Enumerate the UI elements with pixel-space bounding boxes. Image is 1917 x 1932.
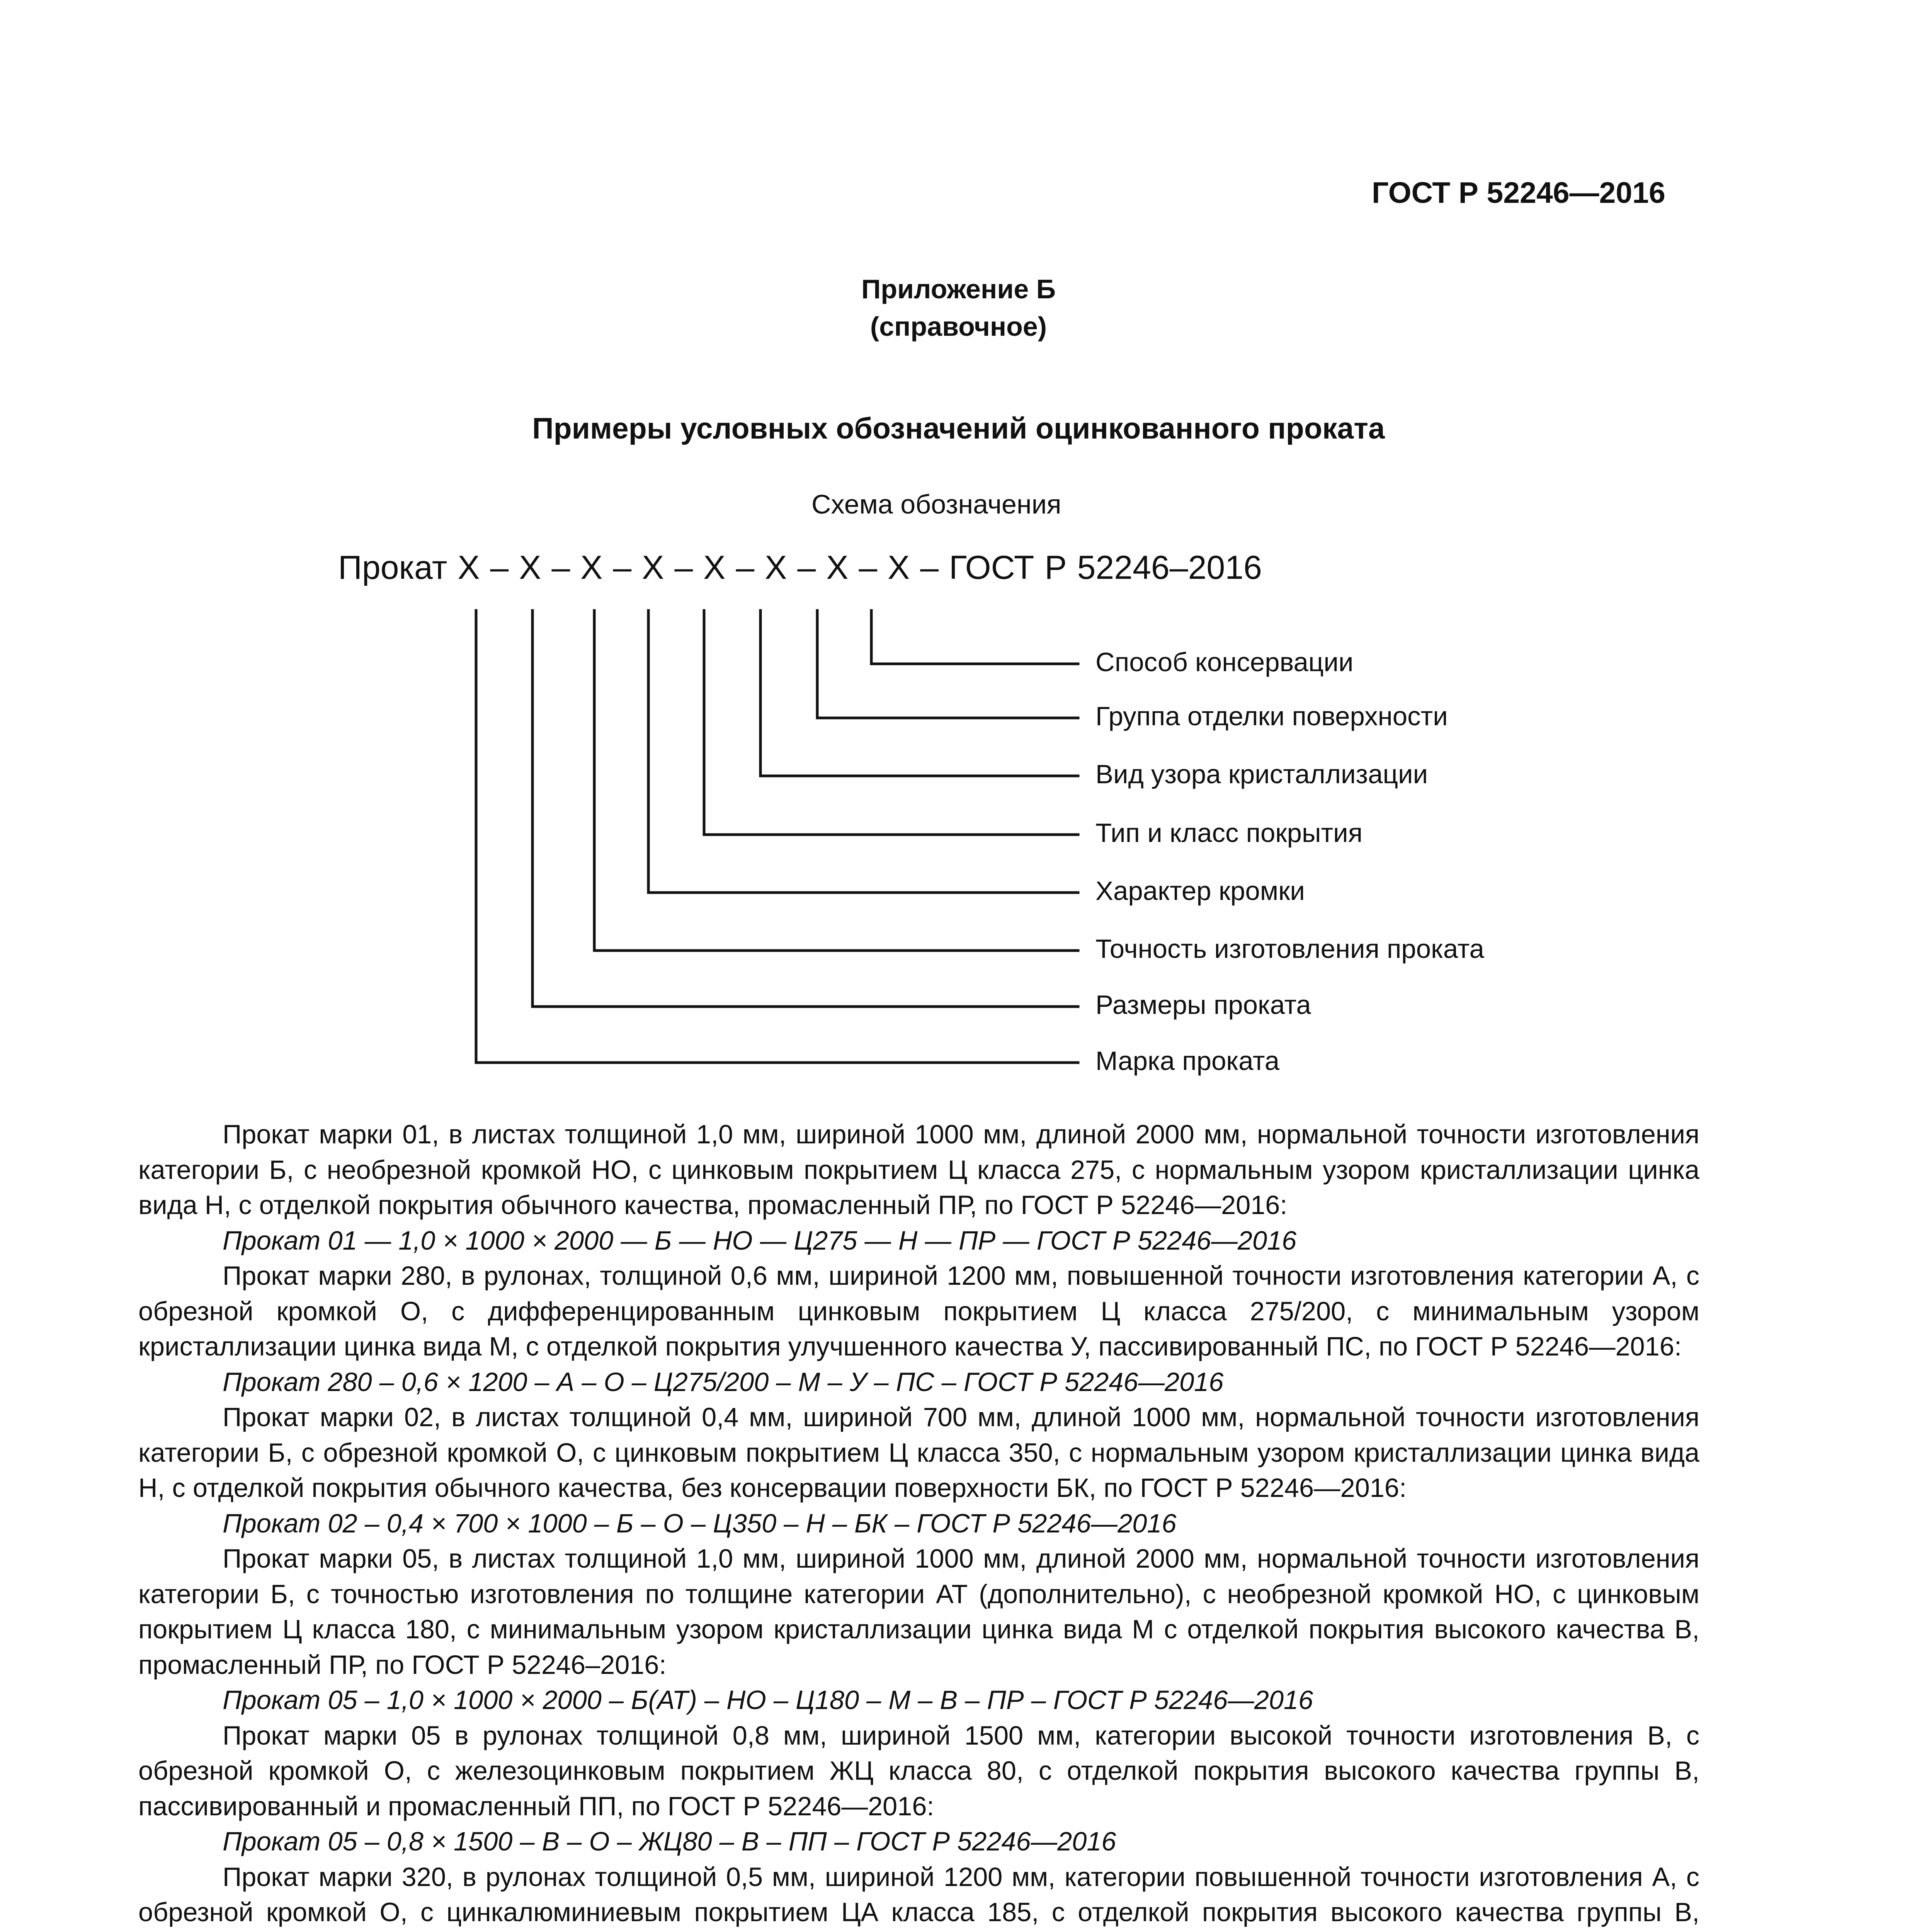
- example-text: Прокат марки 02, в листах толщиной 0,4 мм, шириной 700 мм, длиной 1000 мм, нормальной точности изготовления категории Б, с обрезной кромкой О, с цинковым покрытием Ц класса 350, с нормальным узором кристаллизации цинка вида Н, с отделкой покрытия обычного качества, без консервации поверхности БК, по ГОСТ Р 52246—2016:: [138, 1402, 1699, 1503]
- scheme-label-grade: Марка проката: [1095, 1046, 1280, 1076]
- example-text: Прокат марки 05 в рулонах толщиной 0,8 мм, шириной 1500 мм, категории высокой точности изготовления В, с обрезной кромкой О, с железоцинковым покрытием ЖЦ класса 80, с отделкой покрытия высокого качества группы В, пассивированный и промасленный ПП, по ГОСТ Р 52246—2016:: [138, 1720, 1699, 1821]
- leader-line: [871, 611, 1078, 664]
- example-designation: Прокат 05 – 1,0 × 1000 × 2000 – Б(АТ) – НО – Ц180 – М – В – ПР – ГОСТ Р 52246—2016: [223, 1685, 1313, 1715]
- example-designation: Прокат 280 – 0,6 × 1200 – А – О – Ц275/200 – М – У – ПС – ГОСТ Р 52246—2016: [223, 1367, 1224, 1397]
- scheme-caption: Схема обозначения: [811, 489, 1061, 519]
- leader-line: [760, 611, 1078, 776]
- examples-body: [138, 1117, 1699, 1932]
- example-designation: Прокат 05 – 0,8 × 1500 – В – О – ЖЦ80 – В – ПП – ГОСТ Р 52246—2016: [223, 1827, 1116, 1856]
- standard-number: ГОСТ Р 52246—2016: [1372, 176, 1665, 209]
- scheme-label-dimensions: Размеры проката: [1095, 990, 1311, 1020]
- scheme-formula: Прокат Х – Х – Х – Х – Х – Х – Х – Х – ГОСТ Р 52246–2016: [338, 549, 1262, 586]
- scheme-label-surface-finish: Группа отделки поверхности: [1095, 701, 1448, 731]
- example-text: Прокат марки 280, в рулонах, толщиной 0,6 мм, шириной 1200 мм, повышенной точности изготовления категории А, с обрезной кромкой О, с дифференцированным цинковым покрытием Ц класса 275/200, с минимальным узором кристаллизации цинка вида М, с отделкой покрытия улучшенного качества У, пассивированный ПС, по ГОСТ Р 52246—2016:: [138, 1261, 1699, 1361]
- example-text: Прокат марки 01, в листах толщиной 1,0 мм, шириной 1000 мм, длиной 2000 мм, нормальной точности изготовления категории Б, с необрезной кромкой НО, с цинковым покрытием Ц класса 275, с нормальным узором кристаллизации цинка вида Н, с отделкой покрытия обычного качества, промасленный ПР, по ГОСТ Р 52246—2016:: [138, 1119, 1699, 1220]
- example-designation: Прокат 02 – 0,4 × 700 × 1000 – Б – О – Ц350 – Н – БК – ГОСТ Р 52246—2016: [223, 1508, 1177, 1538]
- example-text: Прокат марки 05, в листах толщиной 1,0 мм, шириной 1000 мм, длиной 2000 мм, нормальной точности изготовления категории Б, с точностью изготовления по толщине категории АТ (дополнительно), с необрезной кромкой НО, с цинковым покрытием Ц класса 180, с минимальным узором кристаллизации цинка вида М с отделкой покрытия высокого качества В, промасленный ПР, по ГОСТ Р 52246–2016:: [138, 1544, 1699, 1680]
- scheme-label-edge: Характер кромки: [1095, 876, 1305, 906]
- leader-line: [648, 611, 1078, 893]
- scheme-label-conservation: Способ консервации: [1095, 647, 1354, 677]
- example-text: Прокат марки 320, в рулонах толщиной 0,5 мм, шириной 1200 мм, категории повышенной точности изготовления А, с обрезной кромкой О, с цинкалюминиевым покрытием ЦА класса 185, с отделкой покрытия высокого качества группы В,: [138, 1862, 1699, 1927]
- leader-line: [594, 611, 1078, 951]
- section-title: Примеры условных обозначений оцинкованного проката: [532, 412, 1385, 445]
- scheme-label-coating: Тип и класс покрытия: [1095, 818, 1363, 848]
- appendix-type: (справочное): [870, 311, 1047, 342]
- appendix-title: Приложение Б: [861, 274, 1056, 304]
- scheme-label-crystallization: Вид узора кристаллизации: [1095, 759, 1428, 789]
- leader-line: [532, 611, 1078, 1007]
- leader-line: [476, 611, 1078, 1063]
- example-designation: Прокат 01 — 1,0 × 1000 × 2000 — Б — НО — Ц275 — Н — ПР — ГОСТ Р 52246—2016: [223, 1225, 1297, 1255]
- scheme-label-accuracy: Точность изготовления проката: [1095, 934, 1484, 964]
